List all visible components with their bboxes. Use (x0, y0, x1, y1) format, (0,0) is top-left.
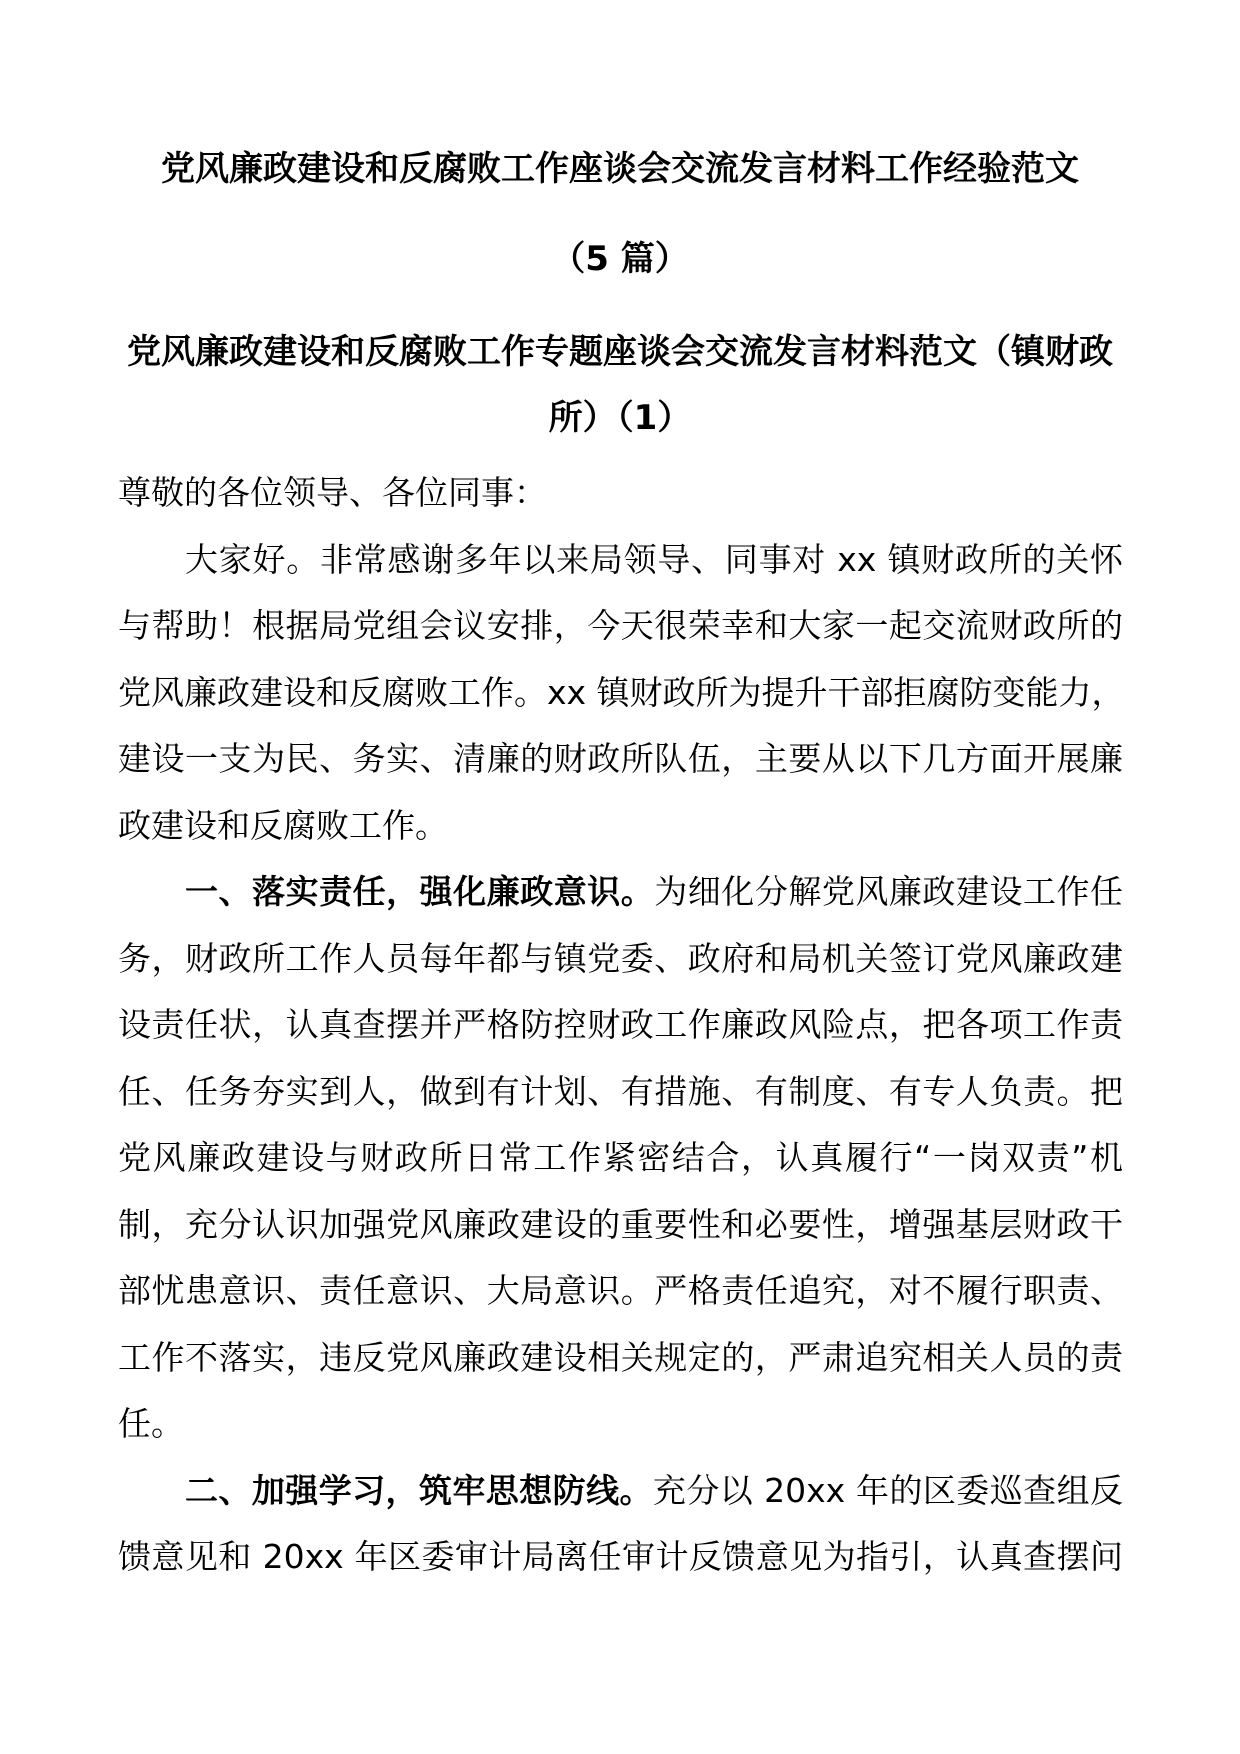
paragraph-line: 大家好。非常感谢多年以来局领导、同事对 xx 镇财政所的关怀 (185, 539, 1123, 579)
section-heading: 一、落实责任，强化廉政意识。 (185, 872, 655, 911)
paragraph-line: 建设一支为民、务实、清廉的财政所队伍，主要从以下几方面开展廉 (118, 739, 1123, 778)
paragraph-line (118, 859, 1123, 926)
paragraph-line: 与帮助！根据局党组会议安排，今天很荣幸和大家一起交流财政所的 (118, 606, 1123, 645)
document-title-count: （5 篇） (551, 239, 689, 279)
section-title-line1: 党风廉政建设和反腐败工作专题座谈会交流发言材料范文（镇财政 (127, 332, 1113, 372)
paragraph-line (118, 1458, 1123, 1525)
paragraph-section-2 (118, 1458, 1123, 1591)
paragraph-line: 党风廉政建设和反腐败工作。xx 镇财政所为提升干部拒腐防变能力， (118, 672, 1125, 712)
paragraph-line: 工作不落实，违反党风廉政建设相关规定的，严肃追究相关人员的责 (118, 1337, 1123, 1377)
salutation: 尊敬的各位领导、各位同事： (118, 473, 547, 512)
paragraph-line: 政建设和反腐败工作。 (118, 805, 448, 845)
document-title: 党风廉政建设和反腐败工作座谈会交流发言材料工作经验范文 (161, 149, 1079, 189)
paragraph-line: 任、任务夯实到人，做到有计划、有措施、有制度、有专人负责。把 (118, 1071, 1123, 1111)
paragraph-intro (118, 527, 1123, 860)
paragraph-section-1 (118, 859, 1123, 1458)
section-title-line2: 所）（1） (548, 398, 692, 438)
document-body (118, 460, 1123, 1591)
section-heading: 二、加强学习，筑牢思想防线。 (185, 1470, 653, 1510)
paragraph-line: 务，财政所工作人员每年都与镇党委、政府和局机关签订党风廉政建 (118, 938, 1123, 978)
paragraph-line: 党风廉政建设与财政所日常工作紧密结合，认真履行“一岗双责”机 (118, 1138, 1123, 1177)
paragraph-line: 制，充分认识加强党风廉政建设的重要性和必要性，增强基层财政干 (118, 1204, 1123, 1244)
paragraph-text: 为细化分解党风廉政建设工作任 (654, 872, 1124, 911)
paragraph-line: 部忧患意识、责任意识、大局意识。严格责任追究，对不履行职责、 (118, 1271, 1123, 1310)
paragraph-line: 馈意见和 20xx 年区委审计局离任审计反馈意见为指引，认真查摆问 (118, 1537, 1123, 1576)
paragraph-line: 设责任状，认真查摆并严格防控财政工作廉政风险点，把各项工作责 (118, 1005, 1123, 1044)
paragraph-line: 任。 (118, 1404, 184, 1443)
paragraph-text: 充分以 20xx 年的区委巡查组反 (652, 1470, 1123, 1510)
